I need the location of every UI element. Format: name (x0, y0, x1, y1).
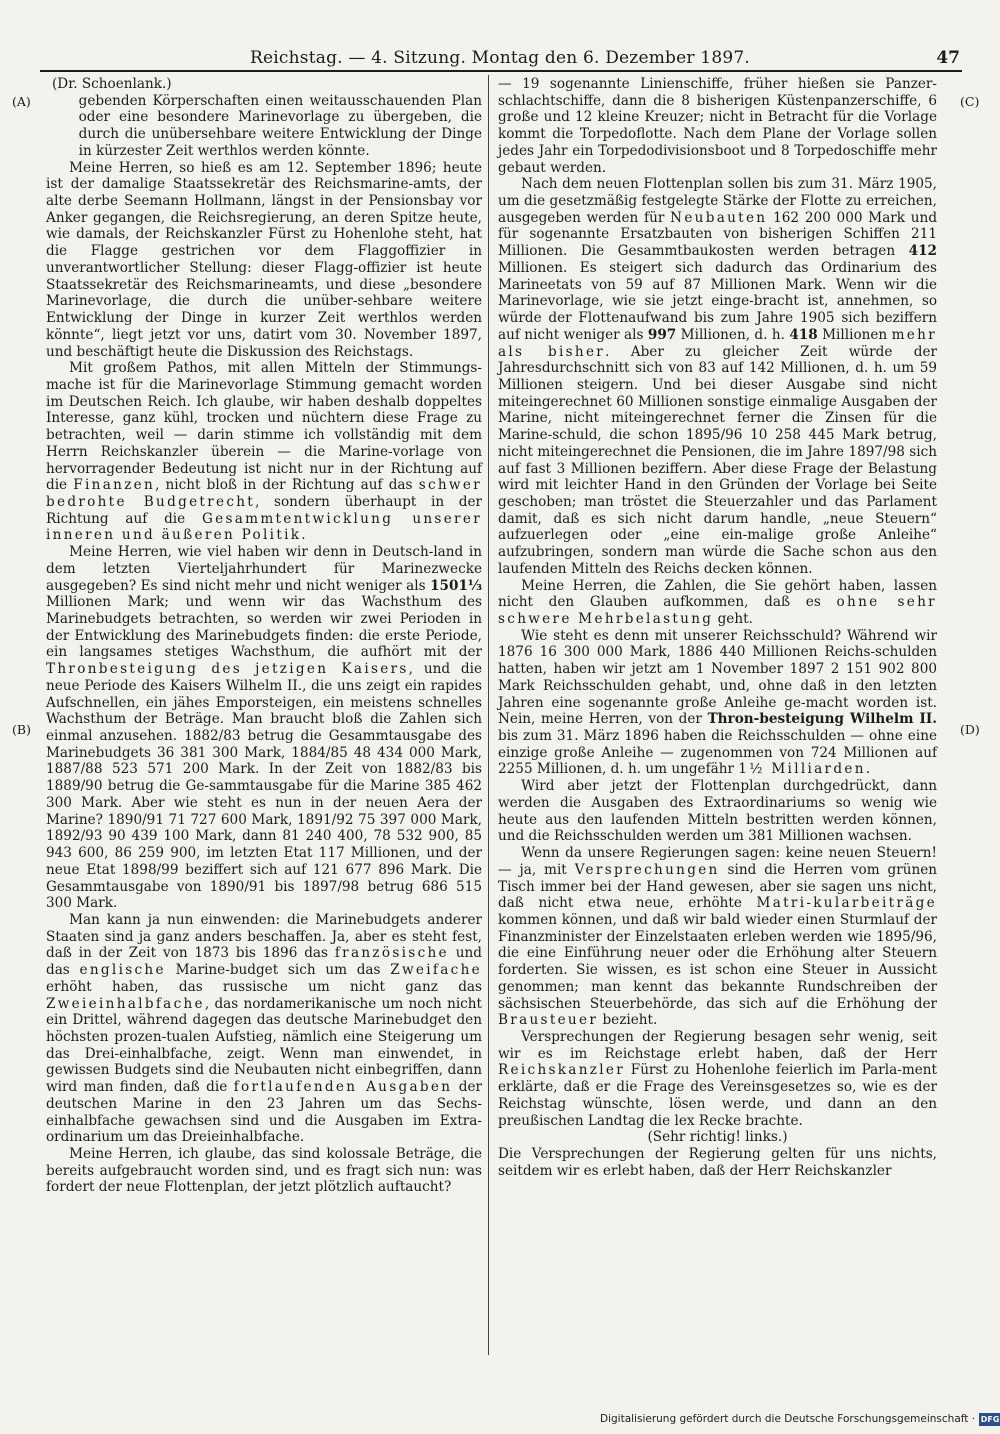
paragraph (46, 912, 482, 1146)
paragraph: gebenden Körperschaften einen weitausschauenden Plan oder eine besondere Marinevorlage zu übergeben, die durch die unübersehbare weitere Entwicklung der Dinge in kürzester Zeit werthlos werden könnte. (78, 92, 482, 159)
emphasis: Thronbesteigung des jetzigen Kaisers (46, 661, 409, 678)
paragraph (498, 845, 937, 1029)
header-rule (40, 70, 962, 72)
emphasis: ohne sehr schwere Mehrbelastung (498, 594, 937, 627)
text-run: Millionen Mark; und wenn wir das Wachsthum des Marinebudgets betrachten, so werden wir zwei Perioden in der Entwicklung des Marinebudgets finden: die erste Periode, ein langsames stetiges Wachsthum, die aufhört mit der (46, 594, 482, 661)
emphasis: Versprechungen (574, 861, 720, 878)
speaker-label: (Dr. Schoenlank.) (52, 76, 172, 92)
interjection: (Sehr richtig! links.) (647, 1129, 788, 1146)
text-run: . (301, 527, 306, 544)
emphasis: 1½ Milliarden (738, 761, 866, 778)
emphasis: Reichskanzler (498, 1062, 626, 1079)
text-run: geht. (717, 611, 753, 627)
text-run: , sondern überhaupt in der Richtung auf die (46, 493, 482, 527)
text-run: , und die neue Periode des Kaisers Wilhelm II., die uns zeigt ein rapides Aufschnellen, ein jähes Emporsteigen, ein meistens schnelles Wachsthum der Beträge. Man braucht bloß die Zahlen sich einmal anzusehen. 1882/83 betrug die Gesammtausgabe des Marinebudgets 36 381 300 Mark, 1884/85 48 434 000 Mark, 1887/88 523 571 200 Mark. In der Zeit von 1882/83 bis 1889/90 betrug die Ge-sammtausgabe für die Marine 385 462 300 Mark. Aber wie steht es nun in der neuen Aera der Marine? 1890/91 71 727 600 Mark, 1891/92 75 397 000 Mark, 1892/93 90 439 100 Mark, dann 81 240 400, 78 532 900, 85 943 600, 86 259 900, im letzten Etat 117 Millionen, und der neue Etat 1898/99 beziffert sich auf 121 677 896 Mark. Die Gesammtausgabe von 1890/91 bis 1897/98 betrug 686 515 300 Mark. (46, 661, 482, 912)
text-run: . Aber zu gleicher Zeit würde der Jahresdurchschnitt sich von 83 auf 142 Millionen, d. h. um 59 Millionen steigern. Und bei dieser Ausgabe sind nicht miteingerechnet 60 Millionen sonstige einmalige Ausgaben der Marine, nicht miteingerechnet ferner die Zinsen für die Marine-schuld, die schon 1895/96 10 258 445 Mark betrug, nicht miteingerechnet die Pensionen, die im Jahre 1897/98 sich auf fast 3 Millionen beziffern. Aber diese Frage der Belastung wird mit leichter Hand in den Gründen der Vorlage bei Seite geschoben; man tröstet die Steuerzahler und das Parlament damit, daß es sich nicht darum handle, „neue Steuern“ aufzuerlegen oder „eine ein-malige große Anleihe“ aufzubringen, sondern man würde die Sache schon aus den laufenden Mitteln des Reichs decken können. (498, 343, 938, 577)
emphasis: französische (334, 945, 449, 962)
footer-text: Digitalisierung gefördert durch die Deutsche Forschungsgemeinschaft · (600, 1413, 976, 1425)
emphasis: Zweieinhalbfache (46, 995, 205, 1012)
text-run: Mit großem Pathos, mit allen Mitteln der Stimmungs-mache ist für die Marinevorlage Stimmung gemacht worden im Deutschen Reich. Ich glaube, wir haben deshalb doppeltes Interesse, ganz kühl, trocken und nüchtern diese Frage zu betrachten, weil — darin stimme ich vollständig mit dem Herrn Reichskanzler überein — die Marine-vorlage von hervorragender Bedeutung ist nicht nur in der Richtung auf die (46, 360, 482, 494)
text-run: Millionen. Es steigert sich dadurch das Ordinarium des Marineetats von 59 auf 87 Millionen Mark. Wenn wir die Marinevorlage, wie sie jetzt einge-bracht ist, annehmen, so würde der Flottenaufwand bis zum Jahre 1905 sich beziffern auf nicht weniger als (498, 259, 937, 343)
margin-marker-a: (A) (12, 94, 31, 109)
paragraph: Meine Herren, ich glaube, das sind kolossale Beträge, die bereits aufgebraucht worden sind, und es fragt sich nun: was fordert der neue Flottenplan, der jetzt plötzlich auftaucht? (46, 1146, 482, 1196)
text-run: Marine-budget sich um das (175, 962, 381, 979)
text-run: Fürst zu Hohenlohe feierlich im Parla-ment erklärte, daß er die Frage des Vereinsgesetzes so, wie es der Reichstag wünschte, lösen werde, und dann an den preußischen Landtag die lex Recke brachte. (498, 1062, 937, 1129)
page-number: 47 (936, 48, 960, 68)
text-run: . (865, 761, 871, 778)
bold-figure: 997 (647, 326, 677, 343)
text-run: , nicht bloß in der Richtung auf das (155, 477, 413, 494)
paragraph: Die Versprechungen der Regierung gelten für uns nichts, seitdem wir es erlebt haben, daß der Herr Reichskanzler (498, 1146, 937, 1179)
margin-marker-c: (C) (960, 94, 980, 109)
margin-marker-b: (B) (12, 722, 31, 737)
running-title: Reichstag. — 4. Sitzung. Montag den 6. Dezember 1897. (250, 48, 750, 68)
bold-figure: 418 (789, 326, 818, 343)
emphasis: Matri-kularbeiträge (756, 895, 937, 912)
text-run: Nach dem neuen Flottenplan sollen bis zum 31. März 1905, um die gesetzmäßig festgelegte Stärke der Flotte zu erreichen, ausgegeben werden für (498, 176, 937, 226)
emphasis: Brausteuer (498, 1012, 599, 1029)
right-column (498, 76, 937, 1179)
paragraph (498, 628, 937, 778)
emphasis: Finanzen (73, 477, 156, 494)
text-run: bezieht. (602, 1012, 658, 1029)
bold-phrase: Thron-besteigung Wilhelm II. (707, 711, 937, 728)
text-run: Wie steht es denn mit unserer Reichsschuld? Während wir 1876 16 300 000 Mark, 1886 440 Millionen Reichs-schulden hatten, haben wir jetzt am 1 November 1897 2 151 902 800 Mark Reichsschulden gehabt, und, ohne daß in den letzten Jahren eine sogenannte große Anleihe ge-macht worden ist. Nein, meine Herren, von der (498, 627, 937, 728)
emphasis: Neubauten (670, 209, 768, 226)
text-run: Man kann ja nun einwenden: die Marinebudgets anderer Staaten sind ja ganz anders beschaffen. Ja, aber es steht fest, daß in der Zeit von 1873 bis 1896 das (46, 911, 482, 962)
paragraph (498, 578, 937, 628)
emphasis: Gesammtentwicklung unserer inneren und äußeren Politik (46, 510, 482, 544)
paragraph (498, 176, 937, 577)
text-run: bis zum 31. März 1896 haben die Reichsschulden — ohne eine einzige große Anleihe — zugenommen von 724 Millionen auf 2255 Millionen, d. h. um ungefähr (498, 728, 937, 778)
paragraph (498, 1029, 937, 1129)
paragraph (46, 544, 482, 912)
bold-figure: 412 (908, 243, 937, 260)
text-run: Meine Herren, wie viel haben wir denn in Deutsch-land in dem letzten Vierteljahrhundert für Marinezwecke ausgegeben? Es sind nicht mehr und nicht weniger als (46, 544, 482, 594)
text-run: Wenn da unsere Regierungen sagen: keine neuen Steuern! — ja, mit (498, 845, 937, 878)
emphasis: schwer bedrohte Budgetrecht (46, 477, 483, 510)
text-run: , das nordamerikanische um noch nicht ein Drittel, während dagegen das deutsche Marinebudget den höchsten prozen-tualen Aufstieg, nämlich eine Steigerung um das Drei-einhalbfache, zeigt. Wenn man einwendet, in gewissen Budgets sind die Neubauten nicht einbegriffen, dann wird man finden, daß die (46, 995, 482, 1096)
text-run: Versprechungen der Regierung besagen sehr wenig, seit wir es im Reichstage erlebt haben, daß der Herr (498, 1028, 937, 1062)
text-run: Millionen (822, 326, 888, 343)
dfg-logo-icon: DFG (980, 1414, 1000, 1424)
text-run: kommen können, und daß wir bald wieder einen Sturmlauf der Finanzminister der Einzelstaaten erleben werden wie 1895/96, die eine Einführung neuer oder die Erhöhung alter Steuern forderten. Sie wissen, es ist schon eine Steuer in Aussicht genommen; man kennt das bekannte Rundschreiben der sächsischen Steuerbehörde, das sich auf die Erhöhung der (498, 911, 937, 1012)
column-divider (488, 75, 489, 1355)
emphasis: mehr als bisher (498, 326, 937, 360)
margin-marker-d: (D) (960, 722, 980, 737)
emphasis: Zweifache (390, 962, 482, 979)
paragraph: Wird aber jetzt der Flottenplan durchgedrückt, dann werden die Ausgaben des Extraordinariums so wenig wie heute aus den laufenden Mitteln bestritten werden können, und die Reichsschulden werden um 381 Millionen wachsen. (498, 778, 937, 845)
paragraph (46, 360, 482, 544)
text-run: Millionen, d. h. (680, 326, 785, 343)
page-header (0, 46, 1000, 70)
bold-figure: 1501⅓ (430, 577, 482, 594)
left-column (46, 76, 482, 1196)
footer-credit (600, 1410, 1000, 1428)
text-run: erhöht haben, das russische um nicht ganz das (46, 978, 482, 995)
text-run: 162 200 000 Mark und für sogenannte Ersatzbauten von bisherigen Schiffen 211 Millionen. Die Gesammtbaukosten werden betragen (498, 209, 938, 260)
paragraph: Meine Herren, so hieß es am 12. September 1896; heute ist der damalige Staatssekretär des Reichsmarine-amts, der alte derbe Seemann Hollmann, längst in der Pensionsbay vor Anker gegangen, die Reichsregierung, an deren Spitze heute, wie damals, der Reichskanzler Fürst zu Hohenlohe steht, hat die Flagge gestrichen vor dem Flaggoffizier in unverantwortlicher Stellung: dieser Flagg-offizier ist heute Staatssekretär des Reichsmarineamts, und diese „besondere Marinevorlage, die durch die unüber-sehbare weitere Entwicklung der Dinge in kurzer Zeit werthlos werden könnte“, liegt jetzt vor uns, datirt vom 30. November 1897, und beschäftigt heute die Diskussion des Reichstags. (46, 159, 482, 360)
emphasis: englische (79, 962, 166, 979)
text-run: sind die Herren vom grünen Tisch immer bei der Hand gewesen, aber sie sagen uns nicht, daß nicht etwa neue, erhöhte (498, 861, 938, 912)
text-run: und das (46, 945, 482, 979)
emphasis: fortlaufenden Ausgaben (233, 1079, 453, 1096)
text-run: Meine Herren, die Zahlen, die Sie gehört haben, lassen nicht den Glauben aufkommen, daß es (498, 577, 937, 611)
paragraph: — 19 sogenannte Linienschiffe, früher hießen sie Panzer-schlachtschiffe, dann die 8 bisherigen Küstenpanzerschiffe, 6 große und 12 kleine Kreuzer; nicht in Betracht für die Vorlage kommt die Torpedoflotte. Nach dem Plane der Vorlage sollen jedes Jahr ein Torpedodivisionsboot und 8 Torpedoschiffe mehr gebaut werden. (498, 76, 937, 176)
text-run: der deutschen Marine in den 23 Jahren um das Sechs-einhalbfache gewachsen sind und die Ausgaben im Extra-ordinarium um das Dreieinhalbfache. (46, 1079, 483, 1146)
